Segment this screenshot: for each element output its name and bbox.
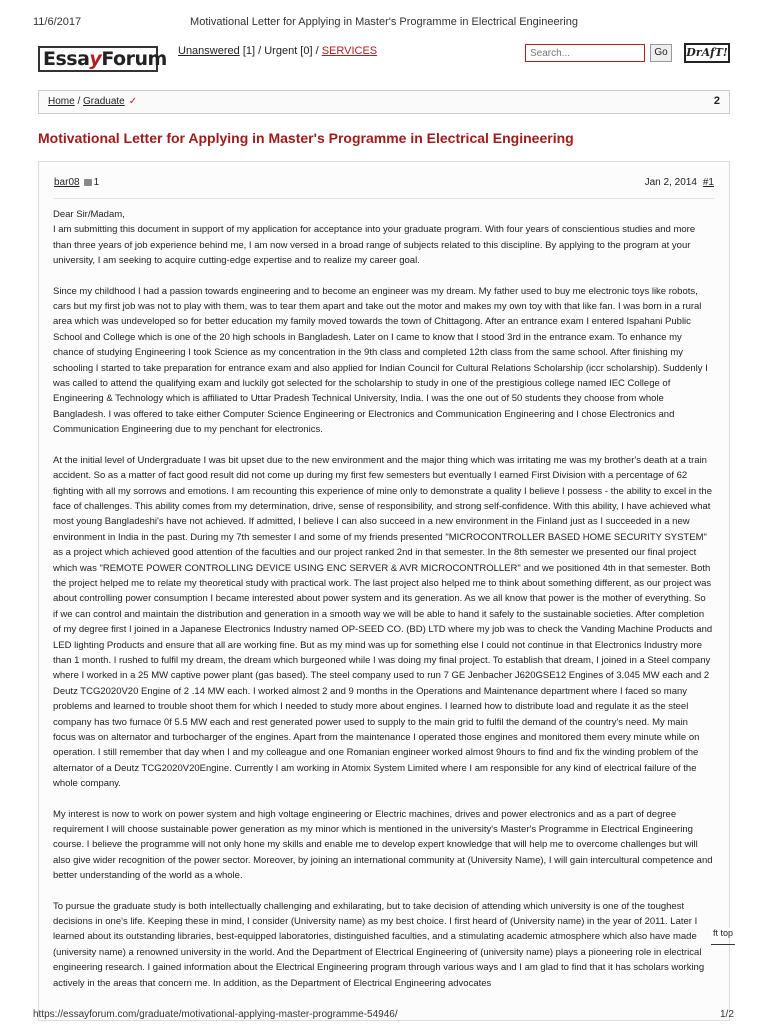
post-permalink[interactable]: #1 bbox=[702, 177, 714, 188]
back-to-top-link[interactable]: ft top bbox=[713, 928, 734, 938]
print-page-count: 1/2 bbox=[720, 1009, 734, 1020]
logo-text-1: Essa bbox=[43, 48, 90, 70]
print-date: 11/6/2017 bbox=[33, 16, 82, 28]
draft-button[interactable]: DrAfT! bbox=[684, 43, 730, 63]
breadcrumb-bar bbox=[38, 90, 730, 114]
print-title: Motivational Letter for Applying in Master's Programme in Electrical Engineering bbox=[190, 16, 578, 28]
thumbs-up-icon[interactable] bbox=[84, 179, 92, 186]
post-date: Jan 2, 2014 bbox=[644, 177, 697, 188]
page-number[interactable]: 2 bbox=[713, 95, 720, 107]
thread-title: Motivational Letter for Applying in Master's Programme in Electrical Engineering bbox=[38, 130, 574, 146]
post-paragraph: Since my childhood I had a passion towards engineering and to become an engineer was my dream. My father used to buy me electronic toys like robots, cars but my first job was not to play with them, was to tear them apart and take out the motor and makes my own toy with that like fan. I was born in a rural area which was undeveloped so for better education my family moved towards the town of Chittagong. After an entrance exam I entered Ispahani Public School and College which is one of the 20 high schools in Bangladesh. Later on I came to know that I stood 3rd in the entrance exam. To enhance my chance of studying Engineering I took Science as my concentration in the 9th class and completed 12th class from the same school. After finishing my schooling I started to take preparation for entrance exam and also applied for Indian Council for Cultural Relations Scholarship (iccr scholarship). Suddenly I was called to attend the qualifying exam and luckily got selected for the scholarship to study in one of the prestigious college named IEC College of Engineering & Technology which is affiliated to Uttar Pradesh Technical University, India. I was the one out of 50 students they choose from whole Bangladesh. I was offered to take either Computer Science Engineering or Electronics and Communication Engineering and I chose Electronics and Communication Engineering due to my penchant for electronics. bbox=[53, 285, 708, 436]
post-paragraph: My interest is now to work on power system and high voltage engineering or Electric machines, drives and power electronics and as a part of degree requirement I will choose sustainable power generation as my minor which is mentioned in the university's Master's Programme in Electrical Engineering course. I believe the programme will not only hone my skills and enable me to develop expert knowledge that will help me to overcome challenges but will also give wider recognition of the power sector. Moreover, by joining an international community at (University Name), I will gain intercultural competence and better understanding of the world as a whole. bbox=[53, 808, 713, 882]
logo-text-3: Forum bbox=[101, 48, 167, 70]
urgent-link[interactable]: Urgent [0] / bbox=[264, 45, 322, 57]
breadcrumb-home[interactable]: Home bbox=[48, 96, 75, 107]
post-paragraph: Dear Sir/Madam, I am submitting this document in support of my application for acceptance into your graduate program. With four years of conscientious studies and more than three years of job experience behind me, I am now versed in a broad range of subjects related to this discipline. By applying to the program at your university, I am seeking to acquire cutting-edge expertise and to realize my career goal. bbox=[53, 209, 696, 267]
print-url: https://essayforum.com/graduate/motivational-applying-master-programme-54946/ bbox=[33, 1009, 398, 1020]
post-paragraph: To pursue the graduate study is both intellectually challenging and exhilarating, but to take decision of attending which university is one of the toughest decisions in one's life. Keeping these in mind, I consider (University name) as my best choice. I first heard of (University name) in the year of 2011. Later I learned about its outstanding libraries, best-equipped laboratories, distinguished faculties, and a stimulating academic atmosphere which also have made (university name) a renowned university in the world. And the Department of Electrical Engineering of (university name) plays a pioneering role in electrical engineering research. I gained information about the Electrical Engineering program through various ways and I am glad to find that it has scholars working actively in the areas that concern me. In addition, as the Department of Electrical Engineering advocates bbox=[53, 900, 705, 989]
check-icon: ✓ bbox=[128, 96, 138, 107]
go-button[interactable]: Go bbox=[650, 44, 672, 62]
breadcrumb-graduate[interactable]: Graduate bbox=[83, 96, 125, 107]
breadcrumb bbox=[48, 96, 137, 107]
top-links bbox=[178, 45, 377, 57]
logo-text-2: y bbox=[89, 48, 102, 70]
search-input[interactable] bbox=[525, 44, 645, 62]
divider bbox=[711, 944, 735, 945]
author-link[interactable]: bar08 bbox=[54, 177, 80, 188]
unanswered-count: [1] / bbox=[239, 45, 265, 57]
post-body bbox=[53, 207, 713, 1006]
like-count: 1 bbox=[93, 177, 100, 188]
breadcrumb-separator: / bbox=[74, 96, 84, 107]
services-link[interactable]: SERVICES bbox=[321, 45, 378, 57]
divider bbox=[54, 198, 714, 199]
post-paragraph: At the initial level of Undergraduate I was bit upset due to the new environment and the major thing which was irritating me was my brother's death at a train accident. So as a matter of fact good result did not come up during my first few semesters but eventually I earned First Division with a percentage of 62 fighting with all my sorrows and emotions. I am recounting this experience of mine only to demonstrate a quality I believe I possess - the ability to excel in the face of challenges. This ability comes from my determination, drive, sense of responsibility, and strong self-confidence. With this ability, I have achieved what most young Bangladeshi's have not achieved. If admitted, I believe I can also succeed in a new environment in the Finland just as I succeeded in a new environment in India in the past. During my 7th semester I and some of my friends presented "MICROCONTROLLER BASED HOME SECURITY SYSTEM" as a project which achieved good attention of the faculties and our project ranked 2nd in that semester. In the 8th semester we presented our final project which was "REMOTE POWER CONTROLLING DEVICE USING ENC SERVER & AVR MICROCONTROLLER" and we positioned 4th in that semester. Both the project helped me to relate my theoretical study with practical work. The last project also helped me to think about something different, as our project was about controlling power consumption I became interested about power system and its generation. As we all know that power is the mother of everything. So if we can control and maintain the distribution and generation in a smooth way we will be able to hand it safely to the sustainable societies. After completion of my degree first I joined in a Japanese Electronics Industry named OP-SEED CO. (BD) LTD where my job was to check the Vanding Machine Products and LED lighting Products and ensure that all are working fine. But as my mind was up for something else I could not continue in that Electronics Industry more than 1 month. I rushed to fulfil my dream, the dream which burgeoned while I was doing my final project. To establish that dream, I joined in a Steel company where I worked in a 25 MW captive power plant (gas based). The steel company used to run 7 GE Jenbacher J620GSE12 Engines of 3.045 MW each and 2 Deutz TCG2020V20 Engine of 2 .14 MW each. I worked almost 2 and 9 months in the Operations and Maintenance department where I faced so many problems and learned to trouble shoot them for which I needed to study more about engines. I learned how to distribute load and regulate it as the steel company has two furnace 0f 5.5 MW each and rest generated power used to supply to the main grid to fulfil the demand of the country's need. My main focus was on alternator and turbocharger of the engines. Apart from the maintenance I operated those engines and monitored them every minute while on operation. I still remember that day when I and my colleague and one Romanian engineer worked almost 9hours to find and fix the winding problem of the alternator of a Deutz TCG2020V20Engine. Currently I am working in Atomix System Limited where I am responsible for any kind of electrical failure of the whole company. bbox=[53, 454, 713, 790]
site-logo[interactable] bbox=[38, 46, 167, 72]
unanswered-link[interactable]: Unanswered bbox=[178, 45, 240, 57]
post-author-line bbox=[54, 177, 99, 188]
post-date-line bbox=[645, 177, 714, 188]
